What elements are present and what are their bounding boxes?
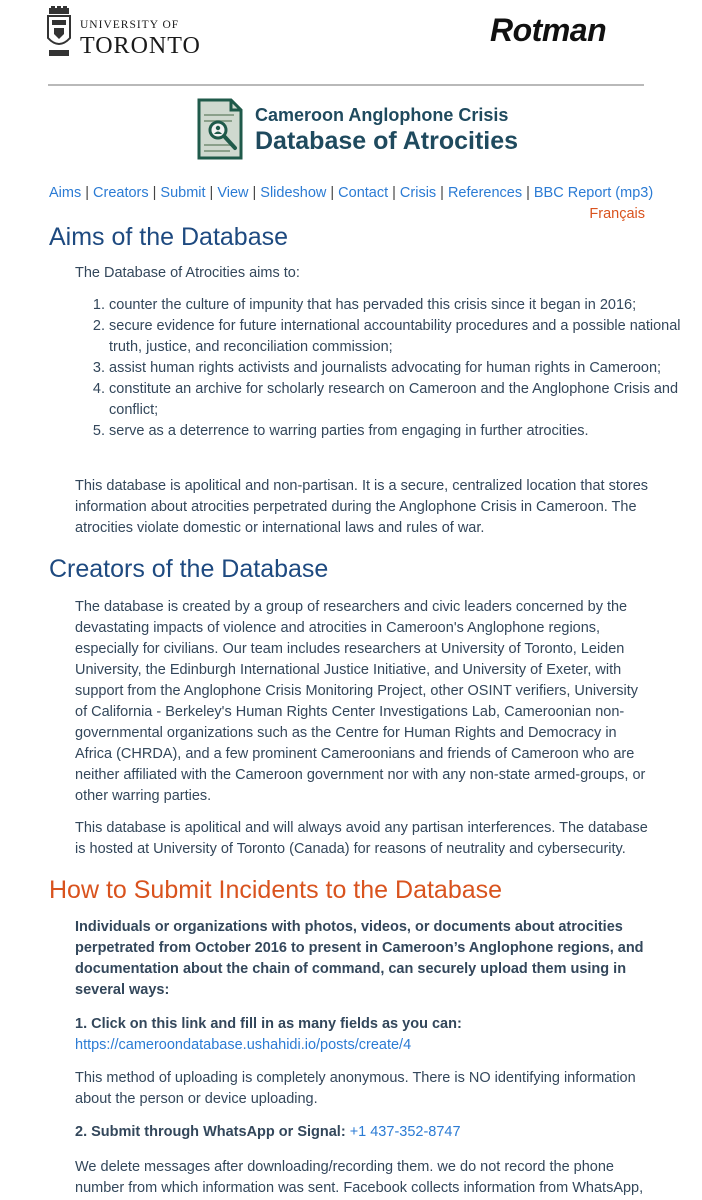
nav-separator: |: [85, 185, 90, 201]
crest-icon: [46, 6, 72, 58]
creators-paragraph-1: The database is created by a group of researchers and civic leaders concerned by the devastating impacts of violence and atrocities in Cameroon's Anglophone regions, especially for civilians. Our team includes researchers at University of Toronto, Leiden University, the Edinburgh International Justice Initiative, and University of Exeter, with support from the Anglophone Crisis Monitoring Project, other OSINT verifiers, University of California - Berkeley's Human Rights Center Investigations Lab, Cameroonian non-governmental organizations such as the Centre for Human Rights and Democracy in Africa (CHRDA), and a few prominent Cameroonians and friends of Cameroon who are neither affiliated with the Cameroon government nor with any non-state armed-groups, or other warring parties.: [75, 599, 646, 804]
nav-separator: |: [152, 185, 157, 201]
header-divider: [48, 84, 644, 86]
step2-note: We delete messages after downloading/recording them. we do not record the phone number from which information was sent. Facebook collects information from WhatsApp,: [75, 1159, 644, 1196]
nav-link-view[interactable]: View: [217, 185, 249, 201]
rotman-logo[interactable]: Rotman: [490, 12, 607, 48]
nav-separator: |: [209, 185, 214, 201]
submit-intro: Individuals or organizations with photos, videos, or documents about atrocities perpetrated from October 2016 to present in Cameroon’s Anglophone regions, and documentation about the chain of command, can securely upload them using in several ways:: [75, 919, 644, 998]
uoft-small-text: UNIVERSITY OF: [80, 19, 180, 31]
nav-link-submit[interactable]: Submit: [160, 185, 206, 201]
step1-label: 1. Click on this link and fill in as many fields as you can:: [75, 1016, 462, 1032]
nav-separator: |: [330, 185, 335, 201]
nav-separator: |: [392, 185, 396, 201]
list-item: 3. assist human rights activists and journalists advocating for human rights in Cameroon;: [109, 358, 684, 379]
nav-link-bbc-report[interactable]: BBC Report (mp3): [533, 185, 654, 201]
list-item: 4. constitute an archive for scholarly research on Cameroon and the Anglophone Crisis and conflict;: [109, 379, 684, 421]
submit-heading: How to Submit Incidents to the Database: [49, 876, 503, 904]
nav-link-references[interactable]: References: [447, 185, 523, 201]
step1-link-wrap: [75, 1035, 650, 1056]
banner-title: Database of Atrocities: [255, 127, 519, 155]
nav-link-slideshow[interactable]: Slideshow: [260, 185, 327, 201]
aims-paragraph: This database is apolitical and non-partisan. It is a secure, centralized location that stores information about atrocities perpetrated during the Anglophone Crisis in Cameroon. The atrocities violate domestic or international laws and rules of war.: [75, 478, 649, 536]
step2-label: 2. Submit through WhatsApp or Signal:: [75, 1124, 346, 1140]
nav-link-contact[interactable]: Contact: [338, 185, 389, 201]
uoft-logo[interactable]: [46, 6, 206, 58]
creators-heading: Creators of the Database: [49, 555, 329, 583]
nav-separator: |: [440, 185, 444, 201]
aims-heading: Aims of the Database: [49, 223, 289, 251]
list-item: 2. secure evidence for future international accountability procedures and a possible national truth, justice, and reconciliation commission;: [109, 316, 684, 358]
nav-link-creators[interactable]: Creators: [93, 185, 149, 201]
aims-intro: The Database of Atrocities aims to:: [75, 265, 300, 281]
whatsapp-phone-link[interactable]: +1 437-352-8747: [349, 1124, 461, 1140]
list-item: 1. counter the culture of impunity that has pervaded this crisis since it began in 2016;: [109, 295, 684, 316]
nav-bar: [49, 185, 653, 201]
aims-list: [75, 295, 684, 442]
submission-form-link[interactable]: https://cameroondatabase.ushahidi.io/posts/create/4: [75, 1037, 412, 1053]
nav-separator: |: [252, 185, 257, 201]
creators-paragraph-2: This database is apolitical and will always avoid any partisan interferences. The database is hosted at University of Toronto (Canada) for reasons of neutrality and cybersecurity.: [75, 820, 648, 857]
step2-line: [75, 1122, 650, 1143]
step1-note: This method of uploading is completely anonymous. There is NO identifying information about the person or device uploading.: [75, 1070, 636, 1107]
banner-subtitle: Cameroon Anglophone Crisis: [255, 105, 509, 125]
language-link-french[interactable]: Français: [589, 206, 645, 222]
nav-link-aims[interactable]: Aims: [49, 185, 82, 201]
nav-link-crisis[interactable]: Crisis: [399, 185, 437, 201]
nav-separator: |: [526, 185, 530, 201]
database-document-icon: [197, 98, 243, 160]
uoft-big-text: TORONTO: [80, 33, 201, 59]
list-item: 5. serve as a deterrence to warring parties from engaging in further atrocities.: [109, 421, 684, 442]
